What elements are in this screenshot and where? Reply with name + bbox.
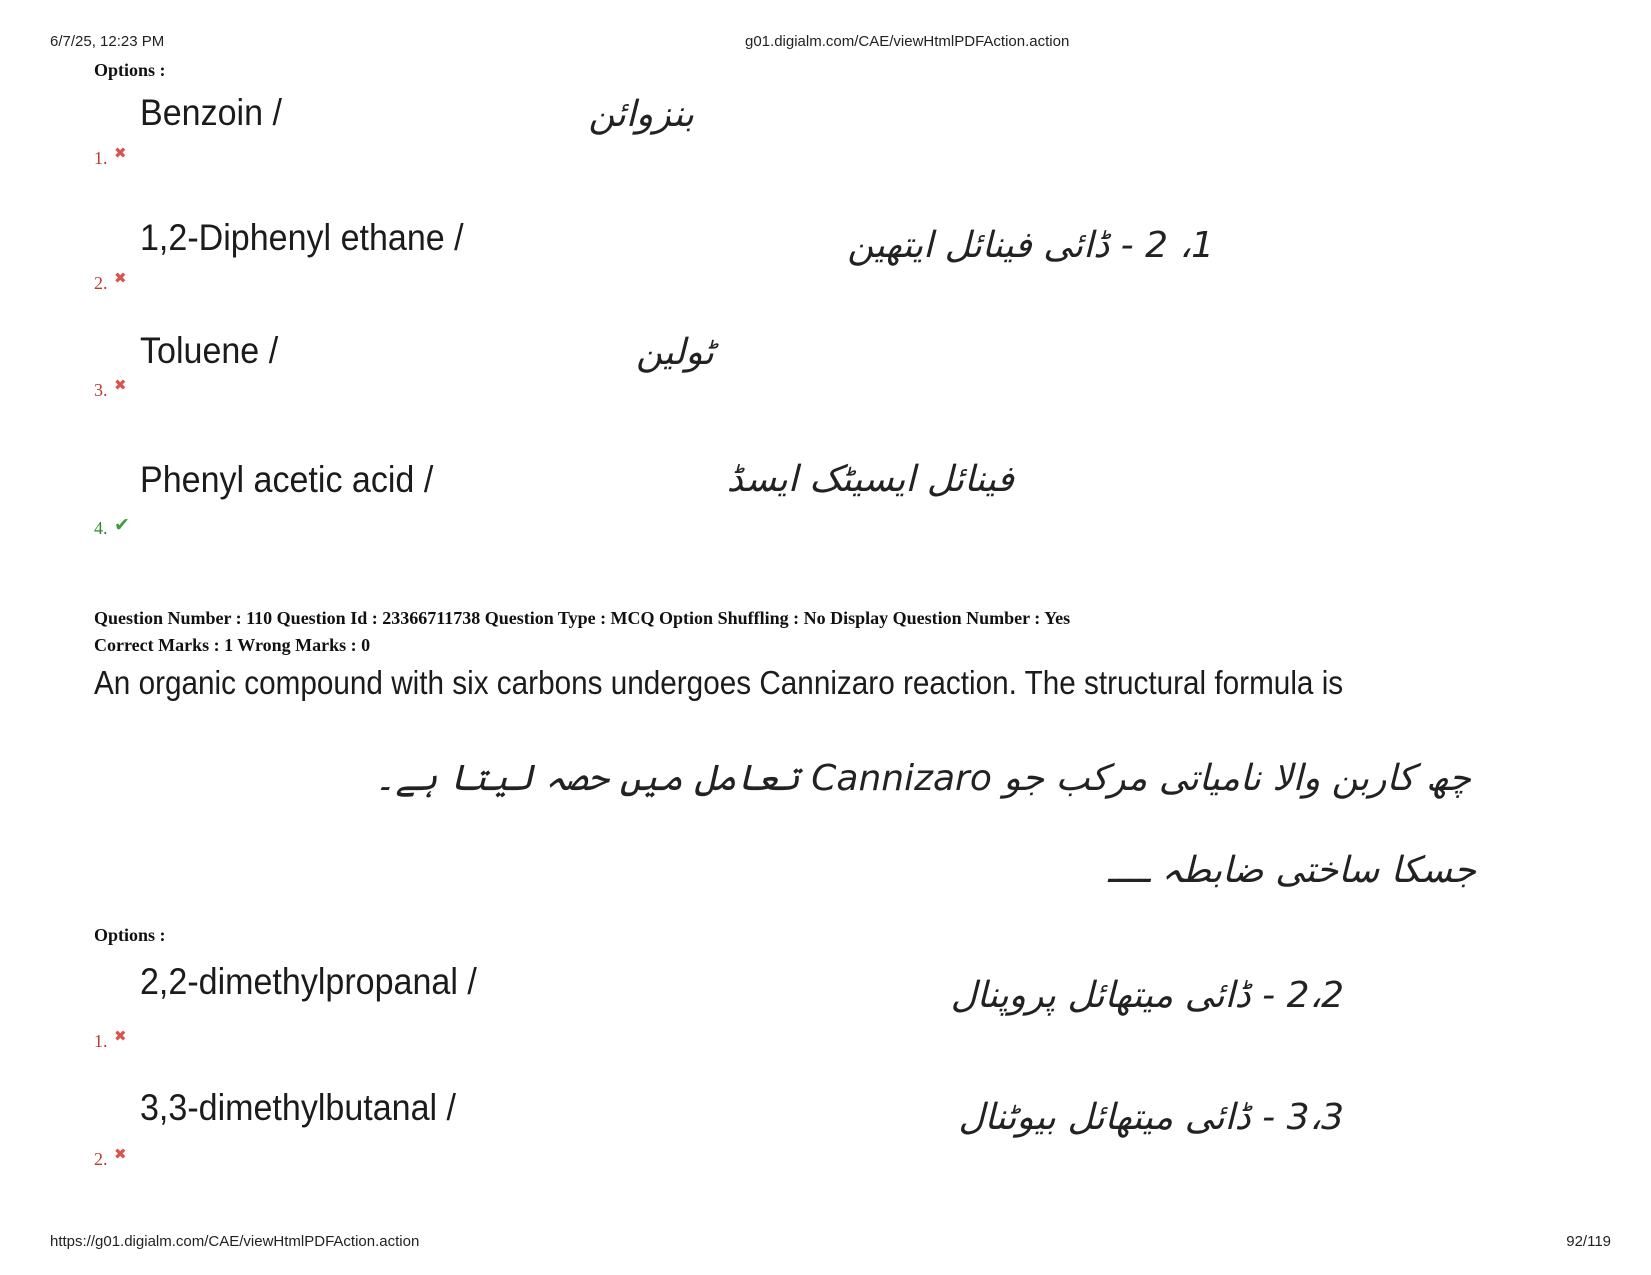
option-item bbox=[94, 80, 1394, 170]
options-label: Options : bbox=[94, 60, 166, 80]
option-number: 1. bbox=[94, 1031, 108, 1051]
wrong-mark-icon: ✖ bbox=[114, 1147, 127, 1163]
print-page-url: g01.digialm.com/CAE/viewHtmlPDFAction.action bbox=[745, 33, 1070, 50]
option-text-urdu: ٹولین bbox=[636, 332, 714, 373]
option-number: 1. bbox=[94, 148, 108, 168]
page-number: 92/119 bbox=[1566, 1233, 1611, 1250]
option-text-urdu: 3،3 - ڈائی میتھائل بیوٹنال bbox=[958, 1097, 1344, 1138]
option-text-english: 3,3-dimethylbutanal / bbox=[140, 1087, 457, 1128]
print-datetime: 6/7/25, 12:23 PM bbox=[50, 33, 165, 50]
option-number: 4. bbox=[94, 518, 108, 538]
option-number: 2. bbox=[94, 273, 108, 293]
option-item bbox=[94, 1075, 1394, 1169]
option-text-urdu: 1، 2 - ڈائی فینائل ایتھین bbox=[847, 225, 1214, 266]
option-item bbox=[94, 945, 1394, 1051]
option-item bbox=[94, 318, 1394, 408]
option-text-english: Benzoin / bbox=[140, 92, 282, 133]
question-text-urdu-line1: چھ کاربن والا نامیاتی مرکب جو Cannizaro تعامل میں حصہ لیتا ہے۔ bbox=[374, 758, 1471, 799]
question-marks: Correct Marks : 1 Wrong Marks : 0 bbox=[94, 635, 371, 655]
option-item bbox=[94, 445, 1394, 538]
option-text-urdu: فینائل ایسیٹک ایسڈ bbox=[726, 459, 1014, 500]
option-number: 3. bbox=[94, 380, 108, 400]
option-text-urdu: 2،2 - ڈائی میتھائل پروپنال bbox=[950, 975, 1344, 1016]
correct-mark-icon: ✔ bbox=[114, 515, 130, 536]
wrong-mark-icon: ✖ bbox=[114, 1029, 127, 1045]
option-text-english: 2,2-dimethylpropanal / bbox=[140, 961, 477, 1002]
footer-url: https://g01.digialm.com/CAE/viewHtmlPDFAction.action bbox=[50, 1233, 420, 1250]
option-text-english: Phenyl acetic acid / bbox=[140, 459, 434, 500]
wrong-mark-icon: ✖ bbox=[114, 271, 127, 287]
question-text-english: An organic compound with six carbons undergoes Cannizaro reaction. The structural formula is bbox=[94, 664, 1344, 701]
option-item bbox=[94, 205, 1394, 295]
option-text-urdu: بنزوائن bbox=[588, 94, 694, 135]
option-text-english: 1,2-Diphenyl ethane / bbox=[140, 217, 464, 258]
question-text-urdu-line2: جسکا ساختی ضابطہ ــــ bbox=[1107, 850, 1476, 891]
question-meta: Question Number : 110 Question Id : 23366711738 Question Type : MCQ Option Shuffling : No Display Question Number : Yes bbox=[94, 608, 1071, 628]
options-label: Options : bbox=[94, 925, 166, 945]
wrong-mark-icon: ✖ bbox=[114, 378, 127, 394]
option-number: 2. bbox=[94, 1149, 108, 1169]
wrong-mark-icon: ✖ bbox=[114, 146, 127, 162]
option-text-english: Toluene / bbox=[140, 330, 279, 371]
